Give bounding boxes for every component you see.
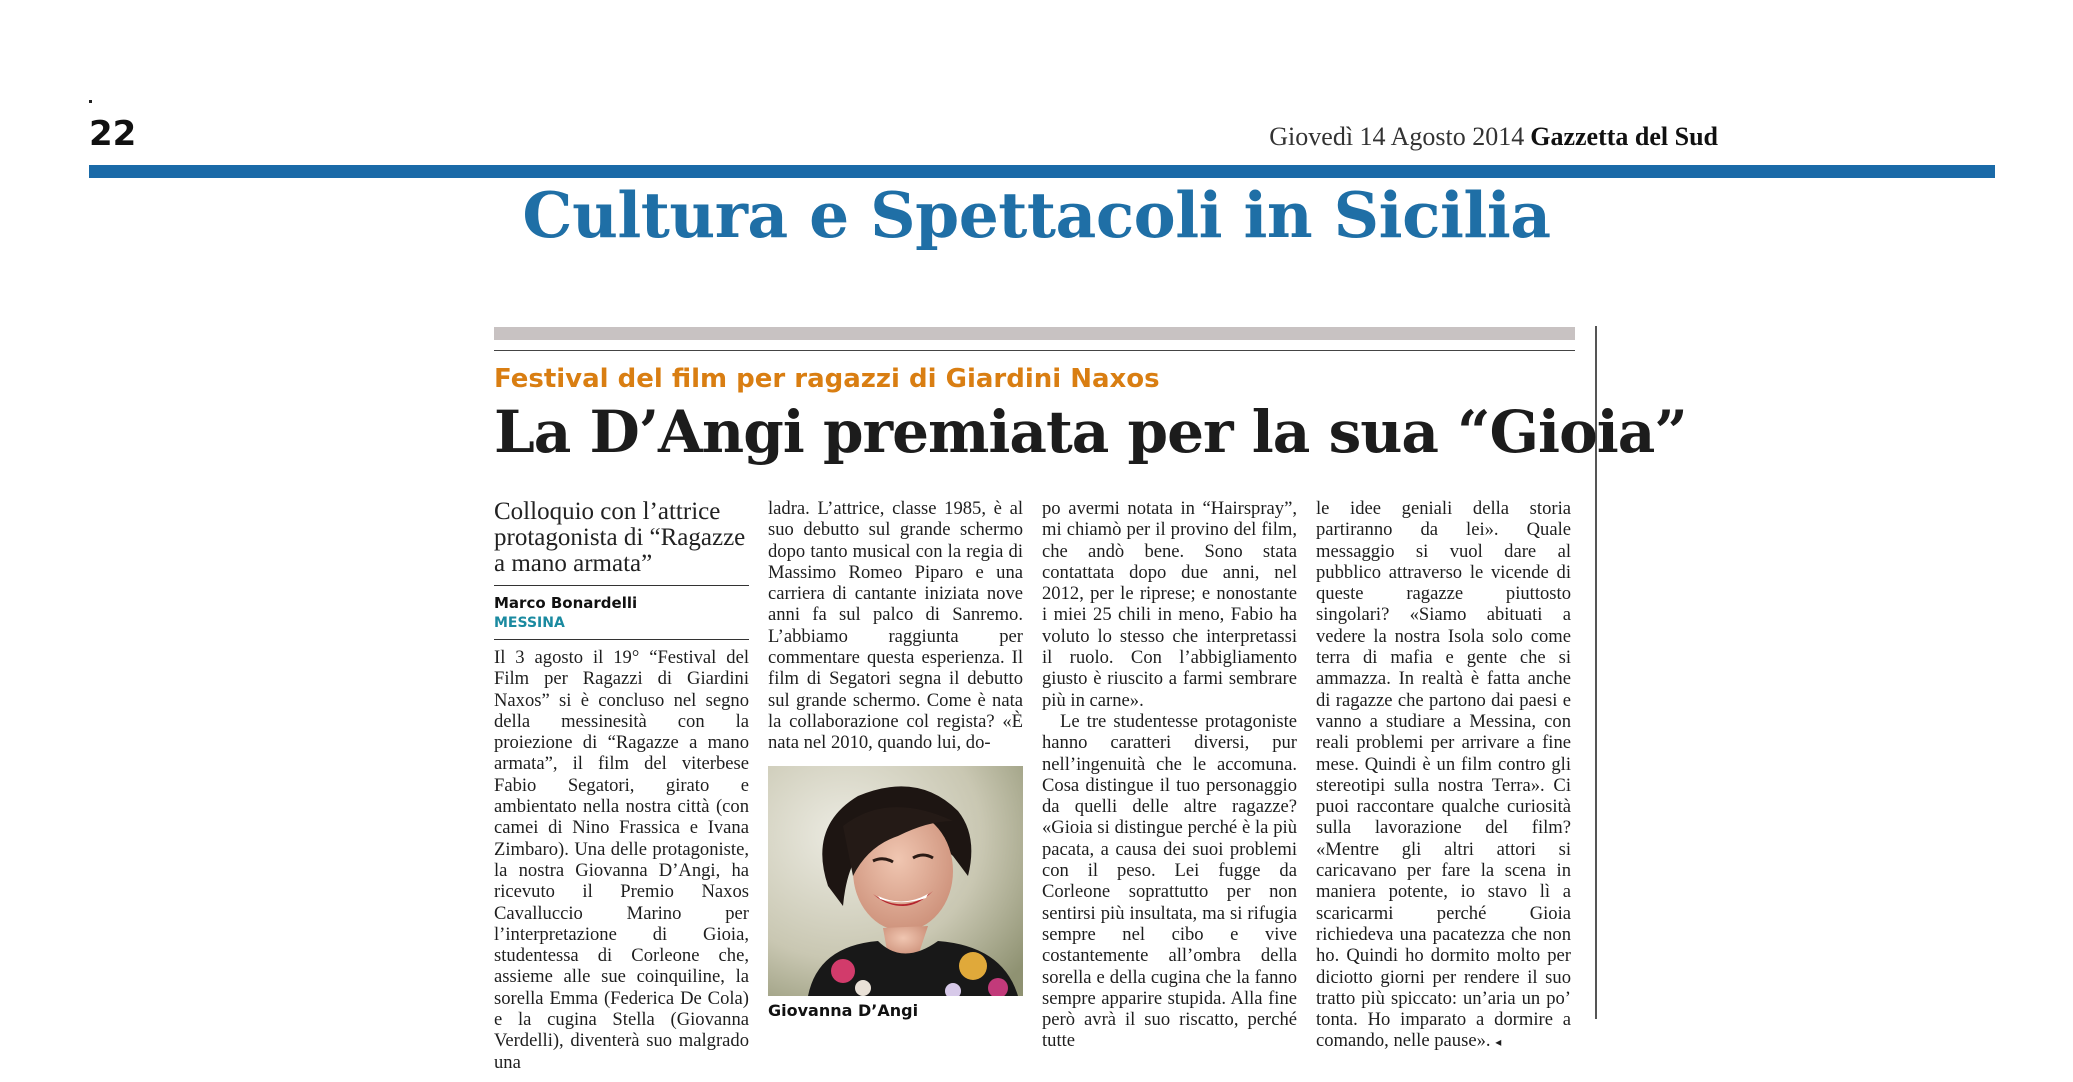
article-kicker: Festival del film per ragazzi di Giardini Naxos bbox=[494, 364, 1160, 394]
byline-rule bbox=[494, 639, 749, 640]
portrait-photo bbox=[768, 766, 1023, 996]
photo-caption: Giovanna D’Angi bbox=[768, 1001, 919, 1020]
article-location: MESSINA bbox=[494, 615, 565, 631]
column-1-text: Il 3 agosto il 19° “Festival del Film per Ragazzi di Giardini Naxos” si è concluso nel segno della messinesità con la proiezione di “Ragazze a mano armata”, il film del viterbese Fabio Segatori, girato e ambientato nella nostra città (con camei di Nino Frassica e Ivana Zimbaro). Una delle protagoniste, la nostra Giovanna D’Angi, ha ricevuto il Premio Naxos Cavalluccio Marino per l’interpretazione di Gioia, studentessa di Corleone che, assieme alle sue coinquiline, la sorella Emma (Federica De Cola) e la cugina Stella (Giovanna Verdelli), diventerà suo malgrado una bbox=[494, 647, 749, 1073]
portrait-image bbox=[768, 766, 1023, 996]
end-of-article-icon: ◂ bbox=[1495, 1035, 1502, 1050]
newspaper-name: Gazzetta del Sud bbox=[1530, 122, 1718, 151]
article-column-1 bbox=[494, 647, 749, 1073]
article-subhead: Colloquio con l’attrice protagonista di “Ragazze a mano armata” bbox=[494, 498, 746, 577]
speck bbox=[89, 100, 92, 103]
subhead-rule bbox=[494, 585, 749, 586]
column-3-paragraph-2: Le tre studentesse protagoniste hanno caratteri diversi, pur nell’ingenuità che le accomuna. Cosa distingue il tuo personaggio da quelli delle altre ragazze? «Gioia si distingue perché è la più pacata, a causa dei suoi problemi con il peso. Lei fugge da Corleone soprattutto per non sentirsi più insultata, ma si rifugia sempre nel cibo e vive costantemente all’ombra della sorella e della cugina che la fanno sempre apparire stupida. Alla fine però avrà il suo riscatto, perché tutte bbox=[1042, 710, 1297, 1052]
article-top-bar bbox=[494, 327, 1575, 340]
article-column-4 bbox=[1316, 498, 1571, 1054]
page-number: 22 bbox=[89, 114, 137, 154]
column-2-text: ladra. L’attrice, classe 1985, è al suo debutto sul grande schermo dopo tanto musical con la regia di Massimo Romeo Piparo e una carriera di cantante iniziata nove anni fa sul palco di Sanremo. L’abbiamo raggiunta per commentare questa esperienza. Il film di Segatori segna il debutto sul grande schermo. Come è nata la collaborazione col regista? «È nata nel 2010, quando lui, do- bbox=[768, 498, 1023, 754]
section-title: Cultura e Spettacoli in Sicilia bbox=[522, 178, 1551, 252]
article-column-3 bbox=[1042, 498, 1297, 1052]
article-headline: La D’Angi premiata per la sua “Gioia” bbox=[494, 398, 1687, 466]
article-top-line bbox=[494, 350, 1575, 351]
column-4-text: le idee geniali della storia partiranno da lei». Quale messaggio si vuol dare al pubblico attraverso le vicende di queste ragazze piuttosto singolari? «Siamo abituati a vedere la nostra Isola solo come terra di mafia e gente che si ammazza. In realtà è fatta anche di ragazze che partono dai paesi e vanno a studiare a Messina, con reali problemi per arrivare a fine mese. Quindi è un film contro gli stereotipi sulla nostra Terra». Ci puoi raccontare qualche curiosità sulla lavorazione del film? «Mentre gli altri attori si caricavano per fare la scena in maniera potente, io stavo lì a scaricarmi perché Gioia richiedeva una pacatezza che non ho. Quindi ho dormito molto per diciotto giorni per rendere il suo tratto più spiccato: un’aria un po’ tonta. Ho imparato a dormire a comando, nelle pause». bbox=[1316, 498, 1571, 1052]
issue-date: Giovedì 14 Agosto 2014 bbox=[1269, 122, 1525, 151]
header-rule bbox=[89, 165, 1995, 178]
column-3-paragraph-1: po avermi notata in “Hairspray”, mi chiamò per il provino del film, che andò bene. Sono stata contattata dopo due anni, nel 2012, per le riprese; e nonostante i miei 25 chili in meno, Fabio ha voluto lo stesso che interpretassi il ruolo. Con l’abbigliamento giusto è riuscito a farmi sembrare più in carne». bbox=[1042, 498, 1297, 711]
article-author: Marco Bonardelli bbox=[494, 594, 638, 612]
page-date-line bbox=[1269, 122, 1718, 152]
article-column-2 bbox=[768, 498, 1023, 754]
